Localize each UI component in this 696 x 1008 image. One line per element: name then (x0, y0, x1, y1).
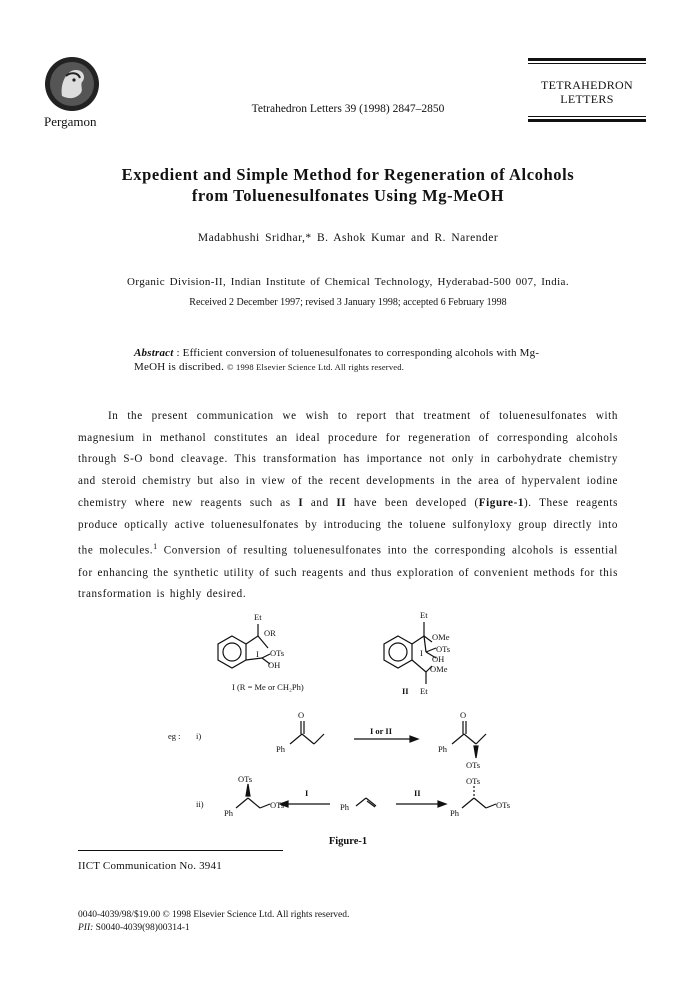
received-dates: Received 2 December 1997; revised 3 January 1998; accepted 6 February 1998 (189, 297, 507, 308)
footnote: IICT Communication No. 3941 (78, 860, 222, 872)
header-rule-bottom-thin (528, 116, 646, 117)
example-step-ii: ii) (196, 799, 204, 809)
body-paragraph-1 (78, 406, 618, 606)
compound-I-Et: Et (254, 612, 262, 622)
abstract-copyright: © 1998 Elsevier Science Ltd. All rights reserved. (227, 362, 405, 372)
compound-II-benzene-ring (384, 636, 412, 668)
product-i-oxygen: O (460, 710, 467, 720)
product-i-OTs: OTs (466, 760, 481, 770)
compound-II-Et-top: Et (420, 610, 428, 620)
product-i-phenyl: Ph (438, 744, 447, 754)
reactant-i-phenyl: Ph (276, 744, 285, 754)
figure-ref: Figure-1 (478, 496, 525, 509)
header-rule-top (528, 58, 646, 61)
compound-I-OTs: OTs (270, 648, 285, 658)
compound-II-OTs: OTs (436, 644, 451, 654)
compound-II-OMe-bottom: OMe (430, 664, 448, 674)
paper-title (60, 164, 636, 206)
header-rule-bottom (528, 119, 646, 122)
compound-II-iodine: I (420, 648, 423, 658)
copyright-line: 0040-4039/98/$19.00 © 1998 Elsevier Science Ltd. All rights reserved. (78, 910, 350, 920)
figure-1-scheme (0, 608, 696, 838)
reference-superscript: 1 (153, 542, 158, 552)
compound-II-Et-bottom: Et (420, 686, 428, 696)
product-ii-right-OTs: OTs (496, 800, 511, 810)
compound-II-label: II (402, 686, 409, 696)
body-text-run: and (303, 496, 337, 509)
compound-I-label: I (R = Me or CH₂Ph) (232, 682, 304, 692)
figure-caption: Figure-1 (328, 836, 368, 847)
affiliation: Organic Division-II, Indian Institute of Chemical Technology, Hyderabad-500 007, India. (126, 276, 569, 288)
product-ii-left-OTs: OTs (270, 800, 285, 810)
abstract-separator: : (173, 347, 183, 359)
body-text-run: In the present communication we wish to report that treatment of toluenesulfonates with magnesium in methanol constitutes an ideal procedure for regeneration of corresponding alcohols through S-O bond cleavage. This transformation has importance not only in carbohydrate chemistry and steroid chemistry but also in view of the recent developments in the area of hypervalent iodine chemistry where new reagents such as (78, 410, 618, 509)
reactant-i-oxygen: O (298, 710, 305, 720)
body-text (78, 406, 618, 606)
reagent-I-ref: I (298, 496, 304, 509)
journal-name (528, 78, 646, 106)
authors: Madabhushi Sridhar,* B. Ashok Kumar and R. Narender (197, 232, 499, 244)
styrene-phenyl: Ph (340, 802, 349, 812)
reagent-II-ref: II (336, 496, 347, 509)
product-ii-right-OTs-top: OTs (466, 776, 481, 786)
paper-title-line1: Expedient and Simple Method for Regeneration of Alcohols (121, 165, 575, 184)
pii-value: S0040-4039(98)00314-1 (93, 923, 190, 933)
body-text-run: Conversion of resulting toluenesulfonates into the corresponding alcohols is essential for enhancing the synthetic utility of such reagents and thus exploration of convenient methods for this transformation is highly desired. (78, 544, 618, 601)
example-step-i: i) (196, 731, 202, 741)
product-ii-left-OTs-top: OTs (238, 774, 253, 784)
compound-I-OH: OH (268, 660, 281, 670)
body-text-run: ). These reagents produce optically active toluenesulfonates by introducing the toluene sulfonyloxy group directly into the molecules. (78, 496, 619, 557)
arrow-i-label: I or II (370, 726, 393, 736)
compound-I-OR: OR (264, 628, 276, 638)
product-ii-left-phenyl: Ph (224, 808, 233, 818)
pii-line (78, 923, 190, 933)
paper-title-line2: from Toluenesulfonates Using Mg-MeOH (191, 186, 505, 205)
publisher-name: Pergamon (44, 114, 97, 129)
header-rule-top-thin (528, 63, 646, 64)
journal-name-line2: LETTERS (560, 92, 614, 106)
example-label: eg : (168, 731, 181, 741)
journal-citation: Tetrahedron Letters 39 (1998) 2847–2850 (251, 103, 445, 115)
compound-I-benzene-ring (218, 636, 246, 668)
compound-II-OMe-top: OMe (432, 632, 450, 642)
arrow-right-label: II (414, 788, 421, 798)
abstract-text: Efficient conversion of toluenesulfonates to corresponding alcohols with Mg-MeOH is discribed. (134, 347, 540, 373)
arrow-left-label: I (305, 788, 309, 798)
footnote-rule (78, 850, 283, 851)
compound-I-iodine: I (256, 649, 259, 659)
journal-name-line1: TETRAHEDRON (541, 78, 633, 92)
pii-label: PII: (78, 923, 94, 933)
compound-II-OH: OH (432, 654, 445, 664)
body-text-run: have been developed ( (346, 496, 479, 509)
abstract-label: Abstract (134, 347, 174, 359)
abstract (134, 346, 564, 374)
product-ii-right-phenyl: Ph (450, 808, 459, 818)
